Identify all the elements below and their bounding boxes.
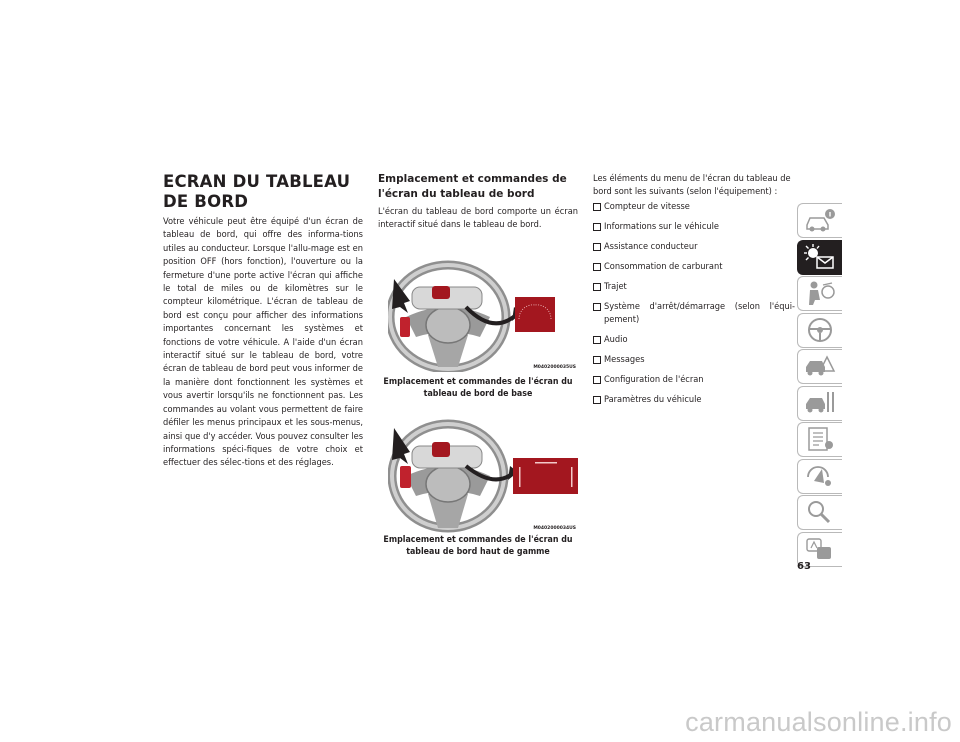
- tab-emergency[interactable]: [797, 349, 842, 384]
- subsection-title: Emplacement et commandes de l'écran du tableau de bord: [378, 173, 567, 200]
- list-item: Configuration de l'écran: [593, 373, 795, 386]
- tab-starting-operating[interactable]: [797, 313, 842, 348]
- watermark[interactable]: carmanualsonline.info: [685, 707, 952, 737]
- multimedia-icon: [804, 463, 836, 489]
- list-item: Paramètres du véhicule: [593, 393, 795, 406]
- checkbox-bullet-icon: [593, 263, 601, 271]
- tab-servicing[interactable]: [797, 386, 842, 421]
- figure-caption: Emplacement et commandes de l'écran du tableau de bord de base: [383, 377, 573, 400]
- tab-specifications[interactable]: [797, 422, 842, 457]
- list-item: Système d'arrêt/démarrage (selon l'équi-pement): [593, 300, 795, 327]
- checkbox-bullet-icon: [593, 283, 601, 291]
- language-icon: [804, 536, 836, 562]
- section-title: ECRAN DU TABLEAU DE BORD: [163, 172, 351, 211]
- menu-items-list: [593, 200, 795, 413]
- list-item: Informations sur le véhicule: [593, 220, 795, 233]
- section-body: Votre véhicule peut être équipé d'un écran de tableau de bord, qui offre des informa-tions utiles au conducteur. Lorsque l'allu-mage est en position OFF (hors fonction), l'ouverture ou la fermeture d'une porte active l'écran qui affiche le total de miles ou de kilomètres sur le compteur kilométrique. L'écran de tableau de bord est conçu pour afficher des informations importantes concernant les systèmes et fonctions de votre véhicule. A l'aide d'un écran interactif situé sur le tableau de bord, votre écran de tableau de bord peut vous informer de la manière dont fonctionnent les systèmes et vous avertir lorsqu'ils ne fonctionnent pas. Les commandes au volant vous permettent de faire défiler les menus principaux et les sous-menus, ainsi que d'y accéder. Vous pouvez consulter les informations spéci-fiques de votre choix et effectuer des sélec-tions et des réglages.: [163, 216, 363, 469]
- checkbox-bullet-icon: [593, 396, 601, 404]
- list-item: Assistance conducteur: [593, 240, 795, 253]
- chapter-tabs: [797, 203, 843, 568]
- car-info-icon: [804, 207, 836, 233]
- checkbox-bullet-icon: [593, 376, 601, 384]
- figure-premium-cluster: [388, 418, 578, 533]
- tab-multimedia[interactable]: [797, 459, 842, 494]
- tab-car-info[interactable]: [797, 203, 842, 238]
- list-item: Trajet: [593, 280, 795, 293]
- checkbox-bullet-icon: [593, 223, 601, 231]
- steering-wheel-icon: [804, 317, 836, 343]
- menu-intro: Les éléments du menu de l'écran du tableau de bord sont les suivants (selon l'équipement) :: [593, 173, 791, 198]
- safety-airbag-icon: [804, 280, 836, 306]
- checkbox-bullet-icon: [593, 356, 601, 364]
- figure-code: M0402000035US: [533, 365, 576, 370]
- tab-safety[interactable]: [797, 276, 842, 311]
- dashboard-lights-icon: [804, 244, 836, 270]
- subsection-body: L'écran du tableau de bord comporte un écran interactif situé dans le tableau de bord.: [378, 206, 578, 231]
- figure-base-cluster: [388, 257, 578, 372]
- steering-wheel-illustration: [388, 418, 578, 533]
- checkbox-bullet-icon: [593, 336, 601, 344]
- figure-code: M0402000034US: [533, 526, 576, 531]
- checklist-specs-icon: [804, 426, 836, 452]
- list-item: Consommation de carburant: [593, 260, 795, 273]
- page-number: 63: [797, 561, 811, 572]
- tab-customer-assistance[interactable]: [797, 495, 842, 530]
- checkbox-bullet-icon: [593, 243, 601, 251]
- checkbox-bullet-icon: [593, 203, 601, 211]
- figure-caption: Emplacement et commandes de l'écran du tableau de bord haut de gamme: [383, 535, 573, 558]
- checkbox-bullet-icon: [593, 303, 601, 311]
- list-item: Compteur de vitesse: [593, 200, 795, 213]
- list-item: Audio: [593, 333, 795, 346]
- tab-dashboard-lights[interactable]: [797, 240, 842, 275]
- steering-wheel-illustration: [388, 257, 578, 372]
- car-crash-warning-icon: [804, 353, 836, 379]
- search-index-icon: [804, 499, 836, 525]
- list-item: Messages: [593, 353, 795, 366]
- car-service-tools-icon: [804, 390, 836, 416]
